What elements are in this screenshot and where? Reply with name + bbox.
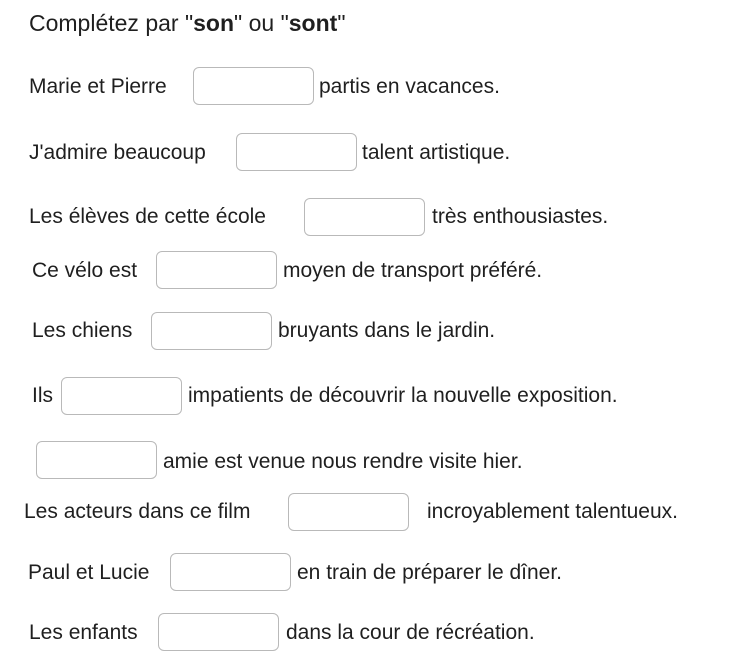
title-prefix: Complétez par — [29, 10, 185, 36]
answer-input-1[interactable] — [193, 67, 314, 105]
answer-input-8[interactable] — [288, 493, 409, 531]
sentence-2-before: J'admire beaucoup — [29, 141, 206, 164]
sentence-6-after: impatients de découvrir la nouvelle exposition. — [188, 384, 618, 407]
title-word-sont: sont — [288, 10, 338, 36]
answer-input-4[interactable] — [156, 251, 277, 289]
answer-input-10[interactable] — [158, 613, 279, 651]
sentence-10-before: Les enfants — [29, 621, 138, 644]
title-quote-close-1: " — [234, 10, 243, 36]
title-middle: ou — [242, 10, 281, 36]
title-word-son: son — [193, 10, 235, 36]
answer-input-5[interactable] — [151, 312, 272, 350]
sentence-9-before: Paul et Lucie — [28, 561, 150, 584]
sentence-9-after: en train de préparer le dîner. — [297, 561, 563, 584]
answer-input-6[interactable] — [61, 377, 182, 415]
sentence-2-after: talent artistique. — [362, 141, 511, 164]
answer-input-7[interactable] — [36, 441, 157, 479]
sentence-6-before: Ils — [32, 384, 53, 407]
sentence-4-before: Ce vélo est — [32, 259, 138, 282]
answer-input-3[interactable] — [304, 198, 425, 236]
sentence-3-after: très enthousiastes. — [432, 205, 609, 228]
title-quote-open-1: " — [184, 10, 194, 36]
title-quote-close-2: " — [337, 10, 346, 36]
exercise-title — [29, 10, 345, 37]
answer-input-9[interactable] — [170, 553, 291, 591]
sentence-10-after: dans la cour de récréation. — [286, 621, 535, 644]
sentence-5-after: bruyants dans le jardin. — [278, 319, 496, 342]
title-quote-open-2: " — [280, 10, 289, 36]
sentence-3-before: Les élèves de cette école — [29, 205, 266, 228]
sentence-1-before: Marie et Pierre — [29, 75, 167, 98]
sentence-8-after: incroyablement talentueux. — [427, 500, 678, 523]
sentence-1-after: partis en vacances. — [319, 75, 500, 98]
answer-input-2[interactable] — [236, 133, 357, 171]
sentence-5-before: Les chiens — [32, 319, 133, 342]
sentence-8-before: Les acteurs dans ce film — [24, 500, 251, 523]
sentence-4-after: moyen de transport préféré. — [283, 259, 543, 282]
sentence-7-after: amie est venue nous rendre visite hier. — [163, 450, 523, 473]
